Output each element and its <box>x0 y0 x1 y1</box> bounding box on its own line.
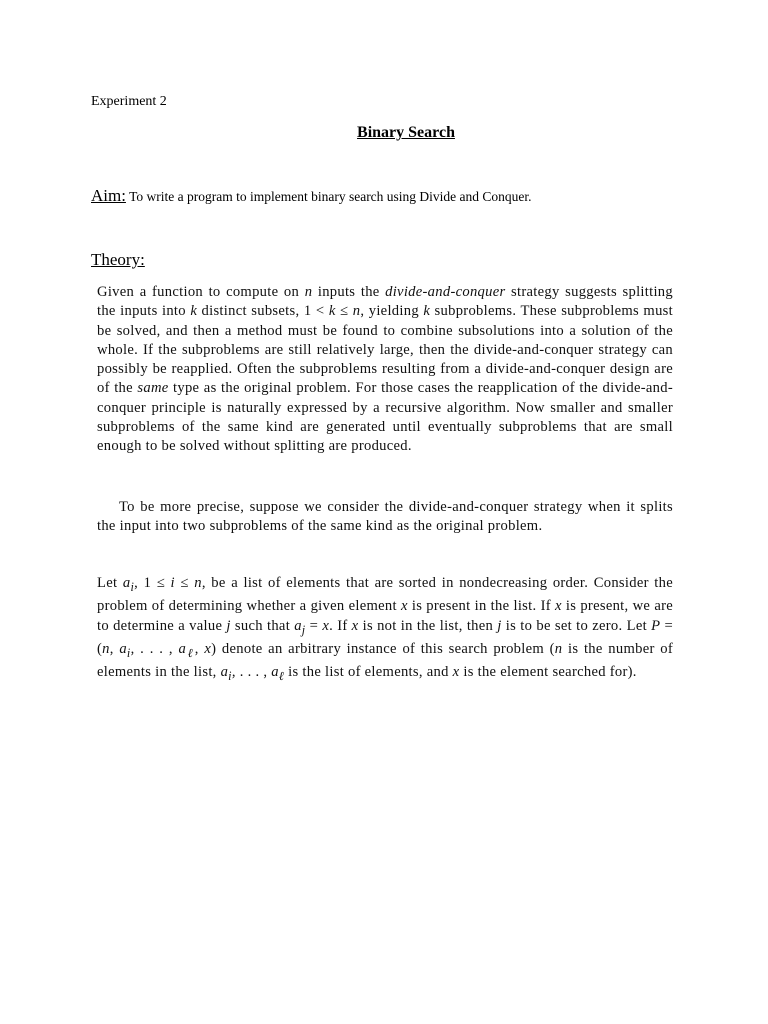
theory-paragraph-2: To be more precise, suppose we consider the divide-and-conquer strategy when it splits the input into two subproblems of the same kind as the original problem. <box>97 499 673 535</box>
theory-heading: Theory: <box>91 250 145 269</box>
experiment-label: Experiment 2 <box>91 94 167 109</box>
aim-line <box>91 186 532 206</box>
page-title: Binary Search <box>357 124 455 141</box>
theory-paragraph-3: Let $a_i$, 1 ≤ i ≤ n, be a list of elements that are sorted in nondecreasing order. Consider the problem of determining whether a given element x is present in the list. If x is present, we are to determine a value j such that $a_j = x$. If x is not in the list, then j is to be set to zero. Let P = (n, $a_i$, . . . , $a_\ell$, x) denote an arbitrary instance of this search problem (n is the number of elements in the list, $a_i$, . . . , $a_\ell$ is the list of elements, and x is the element searched for). <box>97 575 674 683</box>
theory-paragraph-1: Given a function to compute on n inputs the divide-and-conquer strategy suggests splitting the inputs into k distinct subsets, 1 < k ≤ n, yielding k subproblems. These subproblems must be solved, and then a method must be found to combine subsolutions into a solution of the whole. If the subproblems are still relatively large, then the divide-and-conquer strategy can possibly be reapplied. Often the subproblems resulting from a divide-and-conquer design are of the same type as the original problem. For those cases the reapplication of the divide-and-conquer principle is naturally expressed by a recursive algorithm. Now smaller and smaller subproblems of the same kind are generated until eventually subproblems that are small enough to be solved without splitting are produced. <box>97 284 674 455</box>
aim-label: Aim: <box>91 186 126 205</box>
aim-text: To write a program to implement binary search using Divide and Conquer. <box>125 189 532 204</box>
